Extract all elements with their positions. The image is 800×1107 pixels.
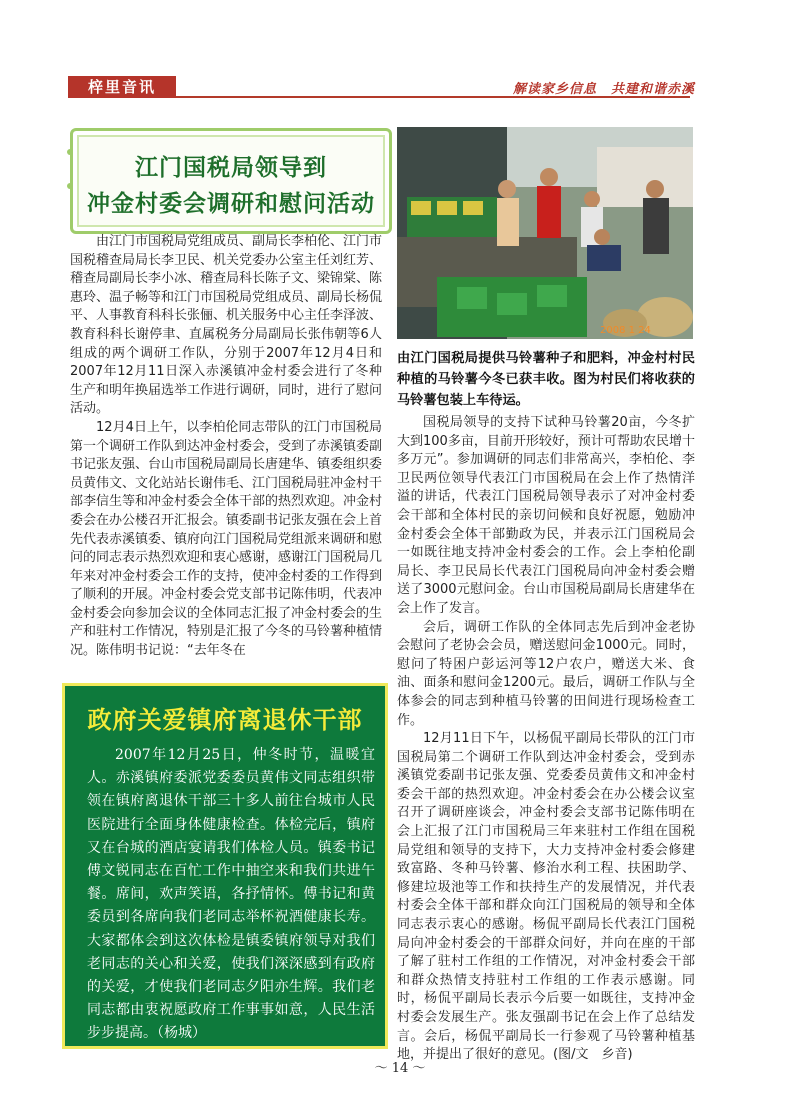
article-title-box bbox=[70, 128, 392, 234]
article-paragraph: 国税局领导的支持下试种马铃薯20亩，今冬扩大到100多亩，目前开形较好，预计可帮助农民增十多万元”。参加调研的同志们非常高兴，李柏伦、李卫民两位领导代表江门市国税局在会上作了热情洋溢的讲话，代表江门国税局领导表示了对冲金村委会干部和全体村民的亲切问候和良好祝愿，勉励冲金村委会全体干部勤政为民，并表示江门国税局会一如既往地支持冲金村委会的工作。会上李柏伦副局长、李卫民局长代表江门国税局向冲金村委会赠送了3000元慰问金。台山市国税局副局长唐建华在会上作了发言。 bbox=[397, 415, 695, 616]
photo-caption: 由江门国税局提供马铃薯种子和肥料，冲金村村民种植的马铃薯今冬已获丰收。图为村民们将收获的马铃薯包装上车待运。 bbox=[397, 351, 695, 408]
sidebar-article-body bbox=[87, 744, 375, 1046]
article-column-left bbox=[70, 233, 382, 661]
page-number: ～ 14 ～ bbox=[374, 1061, 426, 1076]
article-title-line-2: 冲金村委会调研和慰问活动 bbox=[87, 191, 375, 217]
photo-date-stamp: 2008 1 24 bbox=[600, 325, 651, 336]
article-paragraph: 12月4日上午，以李柏伦同志带队的江门市国税局第一个调研工作队到达冲金村委会，受到了赤溪镇委副书记张友强、台山市国税局副局长唐建华、镇委组织委员黄伟文、文化站站长谢伟毛、江门国税局驻冲金村干部李信生等和冲金村委会全体干部的热烈欢迎。冲金村委会在办公楼召开汇报会。镇委副书记张友强在会上首先代表赤溪镇委、镇府向江门国税局党组派来调研和慰问的同志表示热烈欢迎和衷心感谢，感谢江门国税局几年来对冲金村委会工作的支持，使冲金村委的工作得到了顺利的开展。冲金村委会党支部书记陈伟明，代表冲金村委会向参加会议的全体同志汇报了冲金村委会的生产和驻村工作情况，特别是汇报了今冬的马铃薯种植情况。陈伟明书记说：“去年冬在 bbox=[70, 419, 383, 659]
sidebar-article-title: 政府关爱镇府离退休干部 bbox=[87, 706, 363, 734]
article-paragraph: 会后，调研工作队的全体同志先后到冲金老协会慰问了老协会会员，赠送慰问金1000元。同时，慰问了特困户彭运河等12户农户，赠送大米、食油、面条和慰问金1200元。最后，调研工作队与全体参会的同志到种植马铃薯的田间进行现场检查工作。 bbox=[397, 619, 695, 728]
potato-loading-scene bbox=[397, 127, 693, 339]
header-slogan: 解读家乡信息 共建和谐赤溪 bbox=[512, 82, 695, 97]
article-paragraph: 由江门市国税局党组成员、副局长李柏伦、江门市国税稽查局局长李卫民、机关党委办公室主任刘红芳、稽查局副局长李小冰、稽查局科长陈子文、梁锦棠、陈惠玲、温子畅等和江门市国税局党组成员、副局长杨侃平、人事教育科科长张俪、机关服务中心主任李泽波、教育科科长谢停聿、直属税务分局副局长张伟朝等6人组成的两个调研工作队，分别于2007年12月4日和2007年12月11日深入赤溪镇冲金村委会进行了冬种生产和明年换届选举工作进行调研，同时，进行了慰问活动。 bbox=[70, 234, 383, 417]
article-photo bbox=[397, 127, 693, 339]
article-title-line-1: 江门国税局领导到 bbox=[135, 155, 327, 181]
sidebar-article-paragraph: 2007年12月25日，仲冬时节，温暖宜人。赤溪镇府委派党委委员黄伟文同志组织带领在镇府离退休干部三十多人前往台城市人民医院进行全面身体健康检查。体检完后，镇府又在台城的酒店宴请我们体检人员。镇委书记傅文锐同志在百忙工作中抽空来和我们共进午餐。席间，欢声笑语，各抒情怀。傅书记和黄委员到各席向我们老同志举杯祝酒健康长寿。大家都体会到这次体检是镇委镇府领导对我们老同志的关心和关爱，使我们深深感到有政府的关爱，才使我们老同志夕阳亦生辉。我们老同志都由衷祝愿政府工作事事如意，人民生活步步提高。（杨城） bbox=[87, 747, 375, 1042]
article-column-right bbox=[397, 414, 695, 1065]
article-paragraph: 12月11日下午，以杨侃平副局长带队的江门市国税局第二个调研工作队到达冲金村委会，受到赤溪镇党委副书记张友强、党委委员黄伟文和冲金村委会干部的热烈欢迎。冲金村委会在办公楼会议室召开了调研座谈会，冲金村委会支部书记陈伟明在会上汇报了江门市国税局三年来驻村工作组在国税局党组和领导的支持下，大力支持冲金村委会修建致富路、冬种马铃薯、修治水利工程、扶困助学、修建垃圾池等工作和扶持生产的发展情况，并代表村委会全体干部和群众向江门国税局的领导和全体同志表示衷心的感谢。杨侃平副局长代表江门国税局向冲金村委会的干部群众问好，并向在座的干部了解了驻村工作组的工作情况，对冲金村委会干部和群众热情支持驻村工作组的工作表示感谢。同时，杨侃平副局长表示今后要一如既往，支持冲金村委会发展生产。张友强副书记在会上作了总结发言。会后，杨侃平副局长一行参观了马铃薯种植基地，并提出了很好的意见。(图/文 乡音) bbox=[397, 731, 695, 1063]
sidebar-article-box bbox=[62, 683, 388, 1049]
section-tab: 梓里音讯 bbox=[68, 76, 176, 98]
